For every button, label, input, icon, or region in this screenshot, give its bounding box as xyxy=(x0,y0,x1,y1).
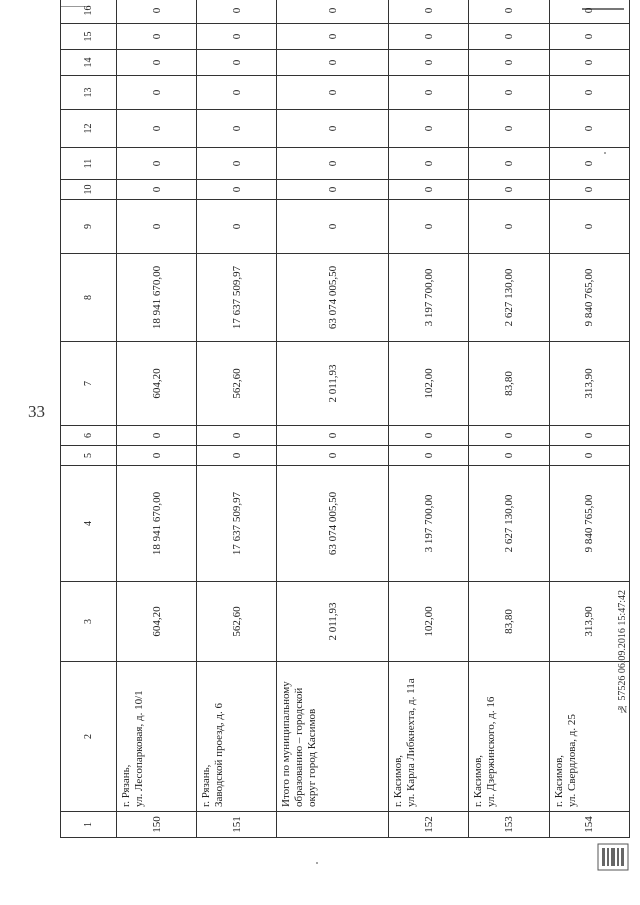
cell-col-3: 102,00 xyxy=(389,582,469,662)
row-address: г. Касимов, ул. Свердлова, д. 25 xyxy=(549,662,629,812)
cell-col-6: 0 xyxy=(549,426,629,446)
cell-col-16: 0 xyxy=(469,0,549,24)
column-header-12: 12 xyxy=(61,110,117,148)
cell-col-12: 0 xyxy=(389,110,469,148)
cell-col-10: 0 xyxy=(469,180,549,200)
cell-col-13: 0 xyxy=(389,76,469,110)
column-header-5: 5 xyxy=(61,446,117,466)
cell-col-3: 313,90 xyxy=(549,582,629,662)
table-row xyxy=(277,0,389,838)
cell-col-8: 18 941 670,00 xyxy=(116,254,196,342)
column-header-9: 9 xyxy=(61,200,117,254)
cell-col-10: 0 xyxy=(389,180,469,200)
cell-col-16: 0 xyxy=(197,0,277,24)
barcode-stamp-icon xyxy=(596,842,630,872)
column-header-4: 4 xyxy=(61,466,117,582)
cell-col-9: 0 xyxy=(549,200,629,254)
row-index: 154 xyxy=(549,812,629,838)
cell-col-3: 562,60 xyxy=(197,582,277,662)
table-row xyxy=(116,0,196,838)
cell-col-7: 562,60 xyxy=(197,342,277,426)
page-number: 33 xyxy=(28,402,45,421)
cell-col-13: 0 xyxy=(549,76,629,110)
cell-col-9: 0 xyxy=(389,200,469,254)
cell-col-13: 0 xyxy=(197,76,277,110)
cell-col-11: 0 xyxy=(116,148,196,180)
cell-col-6: 0 xyxy=(389,426,469,446)
cell-col-16: 0 xyxy=(549,0,629,24)
cell-col-4: 63 074 005,50 xyxy=(277,466,389,582)
cell-col-9: 0 xyxy=(197,200,277,254)
row-address: Итого по муниципальному образованию – городской округ город Касимов xyxy=(277,662,389,812)
scan-speck xyxy=(316,862,318,864)
data-table xyxy=(60,0,630,838)
cell-col-13: 0 xyxy=(116,76,196,110)
row-address: г. Касимов, ул. Карла Либкнехта, д. 11а xyxy=(389,662,469,812)
cell-col-3: 2 011,93 xyxy=(277,582,389,662)
cell-col-4: 18 941 670,00 xyxy=(116,466,196,582)
cell-col-5: 0 xyxy=(469,446,549,466)
cell-col-11: 0 xyxy=(549,148,629,180)
cell-col-3: 83,80 xyxy=(469,582,549,662)
cell-col-11: 0 xyxy=(389,148,469,180)
cell-col-4: 17 637 509,97 xyxy=(197,466,277,582)
cell-col-8: 2 627 130,00 xyxy=(469,254,549,342)
cell-col-7: 313,90 xyxy=(549,342,629,426)
cell-col-5: 0 xyxy=(116,446,196,466)
cell-col-15: 0 xyxy=(277,24,389,50)
column-header-16: 16 xyxy=(61,0,117,24)
cell-col-10: 0 xyxy=(116,180,196,200)
cell-col-6: 0 xyxy=(277,426,389,446)
cell-col-15: 0 xyxy=(116,24,196,50)
cell-col-12: 0 xyxy=(469,110,549,148)
cell-col-7: 604,20 xyxy=(116,342,196,426)
column-header-15: 15 xyxy=(61,24,117,50)
row-index: 150 xyxy=(116,812,196,838)
cell-col-14: 0 xyxy=(389,50,469,76)
cell-col-16: 0 xyxy=(389,0,469,24)
cell-col-5: 0 xyxy=(549,446,629,466)
cell-col-6: 0 xyxy=(469,426,549,446)
cell-col-15: 0 xyxy=(197,24,277,50)
cell-col-14: 0 xyxy=(469,50,549,76)
column-header-8: 8 xyxy=(61,254,117,342)
cell-col-5: 0 xyxy=(197,446,277,466)
column-header-6: 6 xyxy=(61,426,117,446)
cell-col-15: 0 xyxy=(549,24,629,50)
column-header-14: 14 xyxy=(61,50,117,76)
cell-col-5: 0 xyxy=(277,446,389,466)
cell-col-11: 0 xyxy=(197,148,277,180)
row-address: г. Рязань, Заводской проезд, д. 6 xyxy=(197,662,277,812)
table-row xyxy=(469,0,549,838)
header-row xyxy=(61,0,117,838)
cell-col-9: 0 xyxy=(116,200,196,254)
cell-col-12: 0 xyxy=(277,110,389,148)
column-header-10: 10 xyxy=(61,180,117,200)
column-header-2: 2 xyxy=(61,662,117,812)
cell-col-14: 0 xyxy=(277,50,389,76)
row-address: г. Рязань, ул. Лесопарковая, д. 10/1 xyxy=(116,662,196,812)
column-header-13: 13 xyxy=(61,76,117,110)
cell-col-4: 9 840 765,00 xyxy=(549,466,629,582)
cell-col-12: 0 xyxy=(197,110,277,148)
cell-col-8: 3 197 700,00 xyxy=(389,254,469,342)
cell-col-5: 0 xyxy=(389,446,469,466)
cell-col-6: 0 xyxy=(197,426,277,446)
cell-col-8: 9 840 765,00 xyxy=(549,254,629,342)
cell-col-7: 102,00 xyxy=(389,342,469,426)
column-header-1: 1 xyxy=(61,812,117,838)
cell-col-4: 2 627 130,00 xyxy=(469,466,549,582)
cell-col-16: 0 xyxy=(116,0,196,24)
cell-col-7: 83,80 xyxy=(469,342,549,426)
cell-col-15: 0 xyxy=(389,24,469,50)
column-header-7: 7 xyxy=(61,342,117,426)
cell-col-12: 0 xyxy=(116,110,196,148)
row-index xyxy=(277,812,389,838)
cell-col-10: 0 xyxy=(197,180,277,200)
cell-col-8: 17 637 509,97 xyxy=(197,254,277,342)
column-header-11: 11 xyxy=(61,148,117,180)
table-row xyxy=(389,0,469,838)
row-index: 151 xyxy=(197,812,277,838)
cell-col-16: 0 xyxy=(277,0,389,24)
cell-col-8: 63 074 005,50 xyxy=(277,254,389,342)
cell-col-13: 0 xyxy=(469,76,549,110)
cell-col-14: 0 xyxy=(197,50,277,76)
table-row xyxy=(197,0,277,838)
cell-col-3: 604,20 xyxy=(116,582,196,662)
cell-col-14: 0 xyxy=(116,50,196,76)
cell-col-9: 0 xyxy=(277,200,389,254)
table-rotated xyxy=(60,5,630,838)
cell-col-14: 0 xyxy=(549,50,629,76)
cell-col-7: 2 011,93 xyxy=(277,342,389,426)
cell-col-13: 0 xyxy=(277,76,389,110)
cell-col-10: 0 xyxy=(277,180,389,200)
row-address: г. Касимов, ул. Дзержинского, д. 16 xyxy=(469,662,549,812)
document-stamp-text: № 57526 06.09.2016 15:47:42 xyxy=(617,590,628,715)
row-index: 153 xyxy=(469,812,549,838)
rotated-table-area xyxy=(60,5,630,838)
cell-col-6: 0 xyxy=(116,426,196,446)
cell-col-11: 0 xyxy=(469,148,549,180)
cell-col-10: 0 xyxy=(549,180,629,200)
row-index: 152 xyxy=(389,812,469,838)
cell-col-9: 0 xyxy=(469,200,549,254)
cell-col-4: 3 197 700,00 xyxy=(389,466,469,582)
column-header-3: 3 xyxy=(61,582,117,662)
cell-col-11: 0 xyxy=(277,148,389,180)
cell-col-15: 0 xyxy=(469,24,549,50)
cell-col-12: 0 xyxy=(549,110,629,148)
